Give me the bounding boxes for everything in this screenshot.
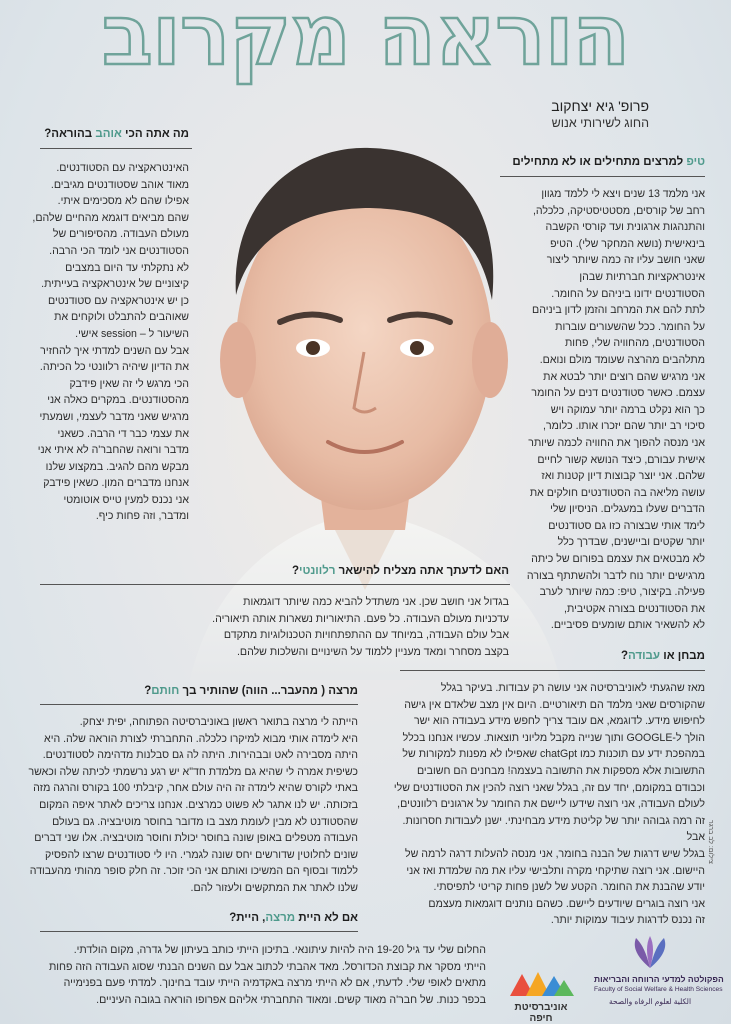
- text-line: היישום. אני רוצה שתיקחי מקרה ותלבישי עליו את מה שלמדת ואז אני: [406, 864, 705, 877]
- text-line: עושה מליאה בה הסטודנטים חולקים את: [529, 486, 705, 499]
- text-line: בקצב מסחרר ומאד מעניין ללמוד על השינויים והשלכות שלהם.: [236, 645, 509, 658]
- heading-rule: [40, 148, 192, 149]
- text-line: לימד אותי שבצורה כזו גם סטודנטים: [548, 519, 705, 532]
- text-line: האינטראקציה עם הסטודנטים.: [56, 162, 189, 174]
- text-line: לחיפוש מידע. לדוגמא, אם עובד צריך לחפש מידע בעבודה הוא ישר: [413, 715, 705, 728]
- text-line: הולך ל-GOOGLE ותוך שנייה מקבל מליוני תוצאות. עכשיו אנחנו בכלל: [402, 731, 705, 744]
- poster-title: הוראה מקרוב: [101, 0, 630, 84]
- text-line: אנחנו מדברים המון. כשאין פידבק: [43, 477, 189, 490]
- text-line: שאני חושב עליו זה כמה שיותר ליצור: [546, 254, 705, 267]
- text-line: עדכניות מעולם העבודה. כל פעם. התיאוריות נשארות אותה תיאוריה.: [212, 612, 509, 625]
- text-line: את הדיון שיהיה רלוונטי כל הכיתה.: [39, 361, 189, 374]
- text-line: בגלל שיש דרגות של הבנה בחומר, אני מנסה להעלות דרגה לרמה של: [405, 847, 705, 860]
- text-line: מתאים לאופי שלי. לדעתי, אם לא הייתי מרצה באקדמיה הייתי עובד בחינוך. למדתי פעם בפנימייה: [63, 977, 486, 990]
- text-line: היא לימדה אותי מבוא למיקרו כלכלה. התחברתי לצורת הוראה שלה. היא: [44, 732, 358, 745]
- text-line: השיעור ל – session אישי.: [75, 327, 189, 340]
- text-line: מרגיש שאני מדבר לעצמי, ושמעתי: [39, 410, 189, 423]
- text-line: לתת להם את המרחב והזמן לדון ביניהם: [532, 304, 705, 317]
- heading-dream: אם לא היית מרצה, היית?: [229, 912, 358, 924]
- text-line: הייתי מסקר את קבוצת הכדורסל. מאד אהבתי לכתוב אבל עם השנים הבנתי שסוג העבודה הזה פחות: [48, 960, 486, 973]
- section-lecturer-text: [28, 714, 358, 897]
- text-line: הייתה לי מרצה בתואר ראשון באוניברסיטה הפתוחה, יפית יצחק.: [79, 716, 358, 728]
- text-line: אבל עולם העבודה, במיוחד עם ההתפתחויות הטכנולוגיות מתקדם: [223, 629, 509, 642]
- faculty-name-arabic: الكلية لعلوم الرفاه والصحة: [608, 997, 692, 1006]
- text-line: עצמם. כאשר סטודנטים דנים על החומר: [531, 387, 705, 400]
- section-relevant-text: [39, 594, 509, 660]
- text-line: כך הוא נקלט ברמה יותר עמוקה ויש: [550, 403, 705, 416]
- haifa-logo-mark: [506, 966, 576, 1000]
- haifa-logo-text: אוניברסיטת חיפה: [514, 1002, 568, 1024]
- text-line: מתלהבים מהרצה שעומד מולם ונואם.: [539, 353, 705, 366]
- text-line: קיצוניים של אינטראקציה בעייתית.: [41, 278, 189, 291]
- text-line: ומדבר, וזה פחות כיף.: [95, 510, 189, 523]
- text-line: היתה מסבירה לאט ובבהירות. היתה לה גם סבלנות מדהימה לסטודנטים.: [42, 749, 358, 762]
- text-line: מבקש מהם להגיב. במקצוע שלנו: [45, 460, 189, 473]
- text-line: מעולם העבודה. מהסיפורים של: [52, 228, 189, 241]
- text-line: את הסטודנטים בצורה אקטיבית,: [564, 602, 705, 615]
- text-line: שלהם. אני יוצר קבוצות דיון קטנות ואז: [541, 470, 705, 483]
- text-line: מהסטודנטים. במקרים כאלה אני: [47, 394, 189, 407]
- text-line: פעילה. בקיצור, טיפ: כמה שיותר לערב: [539, 586, 705, 599]
- text-line: לעולם העבודה, אני רוצה שידעו ליישם את החומר על ארגונים רלוונטים,: [397, 798, 705, 811]
- text-line: הסטודנטים, מהחוויה שלי, פחות: [564, 337, 705, 350]
- text-line: הסטודנטים אני לומד הכי הרבה.: [49, 244, 189, 257]
- text-line: וכבודם במקומם, יחד עם זה, בגלל שאני רוצה להכין את הסטודנטים שלי: [393, 781, 705, 794]
- text-line: באתי לקורס שהיא לימדה זה היה עולם אחר, קיבלתי 100 בקורס והרגה מזה: [33, 782, 358, 795]
- text-line: מדבר ורואה שהחבר'ה לא איתי אני: [37, 444, 189, 457]
- photo-credit: צילום: לב ברגר: [707, 820, 714, 864]
- text-line: הסטודנטים ידונו ביניהם על החומר.: [551, 287, 705, 300]
- section-exam-text: [385, 680, 705, 929]
- haifa-university-logo: [506, 966, 576, 1024]
- text-line: אפילו שהם לא מסכימים איתי.: [57, 195, 189, 208]
- text-line: התשובות אלא מספקות את התשובה בעצמה! מבחנים הם חשובים: [416, 764, 705, 777]
- text-line: רחב של קורסים, מסטטיסטיקה, כלכלה,: [532, 204, 705, 217]
- text-line: שהסטודנט לא מבין לעומת מצב בו מדובר בחוסר מוטיבציה. גם בעולם: [52, 815, 358, 828]
- text-line: בגדול אני חושב שכן. אני משתדל להביא כמה שיותר דוגמאות: [243, 596, 509, 608]
- text-line: לא מבטאים את עצמם בפורום של כיתה: [531, 553, 705, 566]
- text-line: אני מרגיש שהם רוצים יותר לבטא את: [543, 370, 705, 383]
- text-line: מרגישים יותר נוח לדבר ולהשתתף בצורה: [526, 569, 705, 582]
- text-line: יותר שקטים וביישנים, שבדרך כלל: [557, 536, 705, 549]
- text-line: שאוהבים להתבלט ולוקחים את: [54, 311, 189, 324]
- text-line: אני מנסה להפוך את החוויה לכמה שיותר: [528, 436, 705, 449]
- author-role: החוג לשירותי אנוש: [551, 116, 649, 130]
- heading-exam: מבחן או עבודה?: [620, 650, 705, 662]
- text-line: אבל עם השנים למדתי איך להחזיר: [40, 344, 189, 357]
- text-line: הדברים שעלו במעגלים. הניסיון שלי: [550, 503, 705, 516]
- text-line: ללמוד ובסוף הם המשיכו ואותם אני הכי זוכר. זה חלק סופר מהותי מהעבודה: [29, 865, 358, 878]
- heading-lecturer: מרצה ( מהעבר... הווה) שהותיר בך חותם?: [144, 685, 358, 697]
- text-line: והתנהגות ארגונית ועד קורסי הקשבה: [545, 221, 705, 234]
- text-line: כן יש אינטראקציה עם סטודנטים: [48, 294, 189, 307]
- text-line: סיכוי רב יותר שהם יזכרו אותו. כלומר,: [543, 420, 705, 433]
- section-tip-text: [505, 186, 705, 634]
- faculty-logo: [594, 934, 724, 1016]
- text-line: לא נתקלתי עד היום במצבים: [65, 261, 189, 274]
- heading-love: מה אתה הכי אוהב בהוראה?: [44, 128, 189, 140]
- section-dream-text: [26, 942, 486, 1008]
- heading-rule: [40, 584, 510, 585]
- heading-rule: [40, 704, 358, 705]
- text-line: שונים לחלוטין שדורשים יחס שונה לגמרי. היו לי סטודנטים שרצו להפסיק: [45, 848, 358, 861]
- faculty-name-hebrew: הפקולטה למדעי הרווחה והבריאות: [594, 974, 724, 984]
- text-line: במהפכת ידע עם תוכנות כמו chatGpt שאפילו לא מפנות למקורות של: [402, 748, 705, 761]
- text-line: זה נכנס לדרגות עיבוד עמוקות יותר.: [550, 914, 705, 927]
- text-line: יודע שהבנת את החומר. הקטע של לשנן פחות קריטי לתפיסתי.: [433, 881, 705, 894]
- faculty-name-english: Faculty of Social Welfare & Health Sciences: [594, 986, 723, 993]
- text-line: אישית עבורם, כיצד הנושא קשור לחיים: [537, 453, 705, 466]
- heading-rule: [400, 670, 705, 671]
- heading-rule: [500, 176, 705, 177]
- text-line: אינטראקציות חברתיות שבהן: [579, 270, 705, 283]
- heading-relevant: האם לדעתך אתה מצליח להישאר רלוונטי?: [291, 565, 509, 577]
- author-name: פרופ' גיא יצחקוב: [551, 98, 649, 114]
- text-line: בזכותה. יש לנו אתגר לא פשוט כמרצים. אנחנו צריכים לאתר איפה המקום: [39, 798, 358, 811]
- text-line: העבודה מטפלים באופן שונה בחוסר יכולת וחוסר מוטיבציה. אלו שני דברים: [34, 832, 358, 845]
- text-line: החלום שלי עד גיל 19-20 היה להיות עיתונאי. בתיכון הייתי כותב בעיתון של גדרה, מקום הולדתי.: [73, 944, 486, 956]
- faculty-logo-mark: [628, 934, 672, 970]
- heading-rule: [40, 931, 358, 932]
- text-line: שהם מביאים דוגמא מהחיים שלהם,: [32, 211, 189, 224]
- text-line: את עצמי כבר די הרבה. כשאני: [57, 427, 189, 440]
- text-line: מאוד אוהב שסטודנטים מגיבים.: [50, 178, 189, 191]
- text-line: לא להשאיר אותם שומעים פסיביים.: [550, 619, 705, 632]
- section-love-text: [19, 160, 189, 525]
- text-line: בינאישית (נושא המחקר שלי). הטיפ: [550, 237, 705, 250]
- text-line: אני מלמד 13 שנים ויצא לי ללמד מגוון: [541, 188, 705, 200]
- text-line: שלנו לאתר את המתקשים ולעזור להם.: [190, 881, 358, 894]
- text-line: בכפר כנות. של חבר'ה מאוד קשים. ומאוד התחברתי אליהם אפרופו הוראה בגובה העיניים.: [96, 993, 486, 1006]
- text-line: הכי מרגש לי זה שאין פידבק: [69, 377, 189, 390]
- text-line: שהקורסים שאני מלמד הם תיאורטיים. היום אין מצב שלאדם אין גישה: [404, 698, 705, 711]
- heading-tip: טיפ למרצים מתחילים או לא מתחילים: [512, 156, 705, 168]
- text-line: מאז שהגעתי לאוניברסיטה אני עושה רק עבודות. בעיקר בגלל: [440, 682, 705, 694]
- text-line: זה רמה גבוהה יותר של קליטת מידע מבחינתי. ישנן לעבודות חסרונות. אבל: [402, 814, 705, 844]
- author-block: [551, 98, 649, 130]
- text-line: אני רוצה בוגרים שיודעים ליישם. כשהם נותנים דוגמאות מעצמם: [428, 897, 705, 910]
- text-line: אני נכנס למעין טייס אוטומטי: [63, 493, 189, 506]
- text-line: על החומר. ככל שהשעורים עוברות: [555, 320, 705, 333]
- text-line: כשיפית אמרה לי שהיא גם מלמדת חד"א יש רגע נרשמתי לכיתה שלה וכאשר: [28, 765, 358, 778]
